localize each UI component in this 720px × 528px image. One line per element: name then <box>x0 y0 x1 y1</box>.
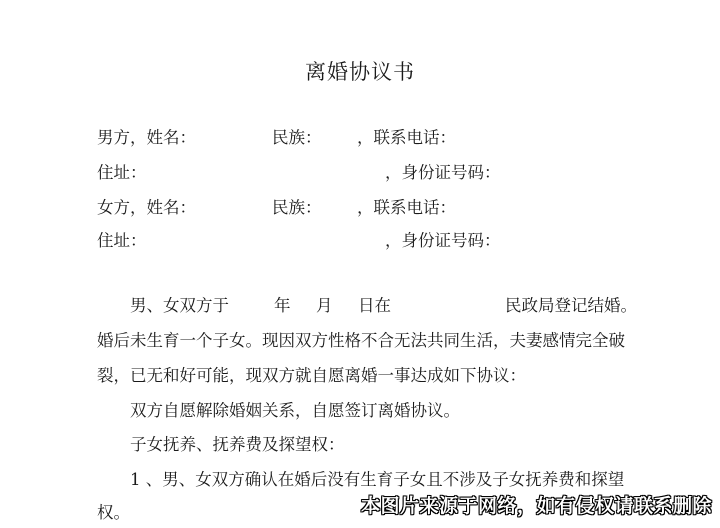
man-address-label: 住址： <box>97 163 147 182</box>
man-name-label: 男方，姓名： <box>97 128 196 147</box>
man-id-label: ，身份证号码： <box>385 163 501 182</box>
body-line: 1 、男、女双方确认在婚后没有生育子女且不涉及子女抚养费和探望 <box>130 470 625 489</box>
marriage-year: 年 <box>274 296 291 315</box>
marriage-lead: 男、女双方于 <box>130 296 229 315</box>
document-title: 离婚协议书 <box>305 60 415 84</box>
woman-phone-label: ，联系电话： <box>357 198 456 217</box>
body-line: 子女抚养、抚养费及探望权： <box>130 435 345 454</box>
body-line: 双方自愿解除婚姻关系，自愿签订离婚协议。 <box>130 401 460 420</box>
man-phone-label: ，联系电话： <box>357 128 456 147</box>
copyright-watermark: 本图片来源于网络，如有侵权请联系删除 <box>360 495 712 517</box>
woman-ethnicity-label: 民族： <box>272 198 322 217</box>
marriage-day-at: 日在 <box>358 296 391 315</box>
marriage-month: 月 <box>316 296 333 315</box>
man-ethnicity-label: 民族： <box>272 128 322 147</box>
woman-id-label: ，身份证号码： <box>385 231 501 250</box>
body-line: 婚后未生育一个子女。现因双方性格不合无法共同生活，夫妻感情完全破 <box>97 331 625 350</box>
body-line: 裂，已无和好可能，现双方就自愿离婚一事达成如下协议： <box>97 366 526 385</box>
marriage-bureau: 民政局登记结婚。 <box>505 296 637 315</box>
woman-address-label: 住址： <box>97 231 147 250</box>
body-line: 权。 <box>97 503 130 522</box>
woman-name-label: 女方，姓名： <box>97 198 196 217</box>
